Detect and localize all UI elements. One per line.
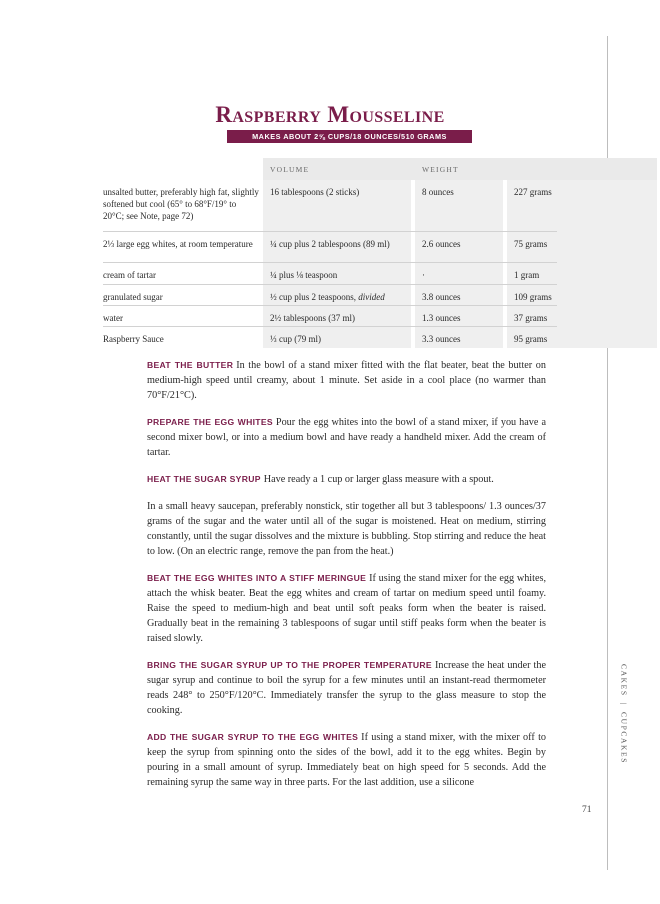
ingredient-name: granulated sugar (103, 292, 163, 302)
page-number: 71 (582, 805, 592, 815)
step-heading: PREPARE THE EGG WHITES (147, 417, 273, 427)
step-heading: ADD THE SUGAR SYRUP TO THE EGG WHITES (147, 732, 359, 742)
ingredient-volume: ¼ cup plus 2 tablespoons (89 ml) (263, 232, 411, 263)
step-paragraph (147, 571, 546, 646)
ingredient-volume: 16 tablespoons (2 sticks) (263, 180, 411, 232)
step-heading: BRING THE SUGAR SYRUP UP TO THE PROPER TEMPERATURE (147, 660, 432, 670)
ingredient-volume: ¼ plus ⅛ teaspoon (263, 263, 411, 285)
step-text: If using the stand mixer for the egg whites, attach the whisk beater. Beat the egg whites and cream of tartar on medium speed until foamy. Raise the speed to medium-high and beat until soft peaks form when the beater is raised. Gradually beat in the remaining 3 tablespoons of sugar until stiff peaks form when the beater is raised slowly. (147, 573, 546, 644)
weight-column-header: WEIGHT (422, 165, 459, 174)
table-row (103, 180, 557, 232)
step-heading: HEAT THE SUGAR SYRUP (147, 474, 261, 484)
table-row (103, 306, 557, 327)
ingredient-table (103, 158, 557, 348)
recipe-title: Raspberry Mousseline (215, 102, 445, 127)
ingredient-ounces: 3.8 ounces (415, 285, 503, 306)
yield-banner: MAKES ABOUT 2⅝ CUPS/18 OUNCES/510 GRAMS (227, 130, 472, 143)
ingredient-volume: ½ cup plus 2 teaspoons, divided (263, 285, 411, 306)
step-text: Pour the egg whites into the bowl of a stand mixer, if you have a second mixer bowl, or into a medium bowl and have ready a handheld mixer. Add the cream of tartar. (147, 417, 546, 458)
table-row (103, 327, 557, 348)
runner-divider: | (619, 702, 629, 706)
step-text: In a small heavy saucepan, preferably nonstick, stir together all but 3 tablespoons/ 1.3 ounces/37 grams of the sugar and the water until all of the sugar is moistened. Heat on medium, stirring constantly, until the sugar dissolves and the mixture is bubbling. Stop stirring and reduce the heat to low. (On an electric range, remove the pan from the heat.) (147, 501, 546, 557)
ingredient-name: 2⅓ large egg whites, at room temperature (103, 239, 253, 249)
method-steps (147, 358, 546, 802)
ingredient-ounces: 8 ounces (415, 180, 503, 232)
step-paragraph (147, 730, 546, 790)
ingredient-grams: 37 grams (507, 306, 657, 327)
ingredient-name: unsalted butter, preferably high fat, slightly softened but cool (65° to 68°F/19° to 20°C; see Note, page 72) (103, 187, 259, 221)
ingredient-ounces: 2.6 ounces (415, 232, 503, 263)
running-header (616, 664, 632, 774)
table-row (103, 263, 557, 285)
table-header (103, 158, 557, 180)
step-paragraph (147, 358, 546, 403)
ingredient-name: Raspberry Sauce (103, 334, 164, 344)
step-paragraph (147, 472, 546, 487)
volume-column-header: VOLUME (270, 165, 310, 174)
ingredient-grams: 75 grams (507, 232, 657, 263)
step-paragraph (147, 499, 546, 559)
table-row (103, 232, 557, 263)
step-heading: BEAT THE EGG WHITES INTO A STIFF MERINGUE (147, 573, 367, 583)
ingredient-volume: 2½ tablespoons (37 ml) (263, 306, 411, 327)
ingredient-ounces: 1.3 ounces (415, 306, 503, 327)
ingredient-ounces: 3.3 ounces (415, 327, 503, 348)
step-heading: BEAT THE BUTTER (147, 360, 234, 370)
step-text: Increase the heat under the sugar syrup and continue to boil the syrup for a few minutes until an instant-read thermometer reads 248° to 250°F/120°C. Immediately transfer the syrup to the glass measure to stop the cooking. (147, 660, 546, 716)
ingredient-grams: 95 grams (507, 327, 657, 348)
runner-subsection: CUPCAKES (619, 711, 629, 764)
ingredient-name: water (103, 313, 123, 323)
ingredient-name: cream of tartar (103, 270, 156, 280)
table-row (103, 285, 557, 306)
runner-section: CAKES (619, 664, 629, 697)
step-paragraph (147, 658, 546, 718)
ingredient-volume: ⅓ cup (79 ml) (263, 327, 411, 348)
ingredient-grams: 109 grams (507, 285, 657, 306)
ingredient-ounces: · (415, 263, 503, 285)
step-text: Have ready a 1 cup or larger glass measure with a spout. (263, 474, 494, 485)
step-paragraph (147, 415, 546, 460)
step-text: If using a stand mixer, with the mixer off to keep the syrup from spinning onto the sides of the bowl, add it to the egg whites. Begin by pouring in a small amount of syrup. Immediately beat on high speed for 5 seconds. Add the remaining syrup the same way in three parts. For the last addition, use a silicone (147, 732, 546, 788)
step-text: In the bowl of a stand mixer fitted with the flat beater, beat the butter on medium-high speed until creamy, about 1 minute. Set aside in a cool place (no warmer than 70°F/21°C). (147, 360, 546, 401)
ingredient-grams: 1 gram (507, 263, 657, 285)
ingredient-grams: 227 grams (507, 180, 657, 232)
